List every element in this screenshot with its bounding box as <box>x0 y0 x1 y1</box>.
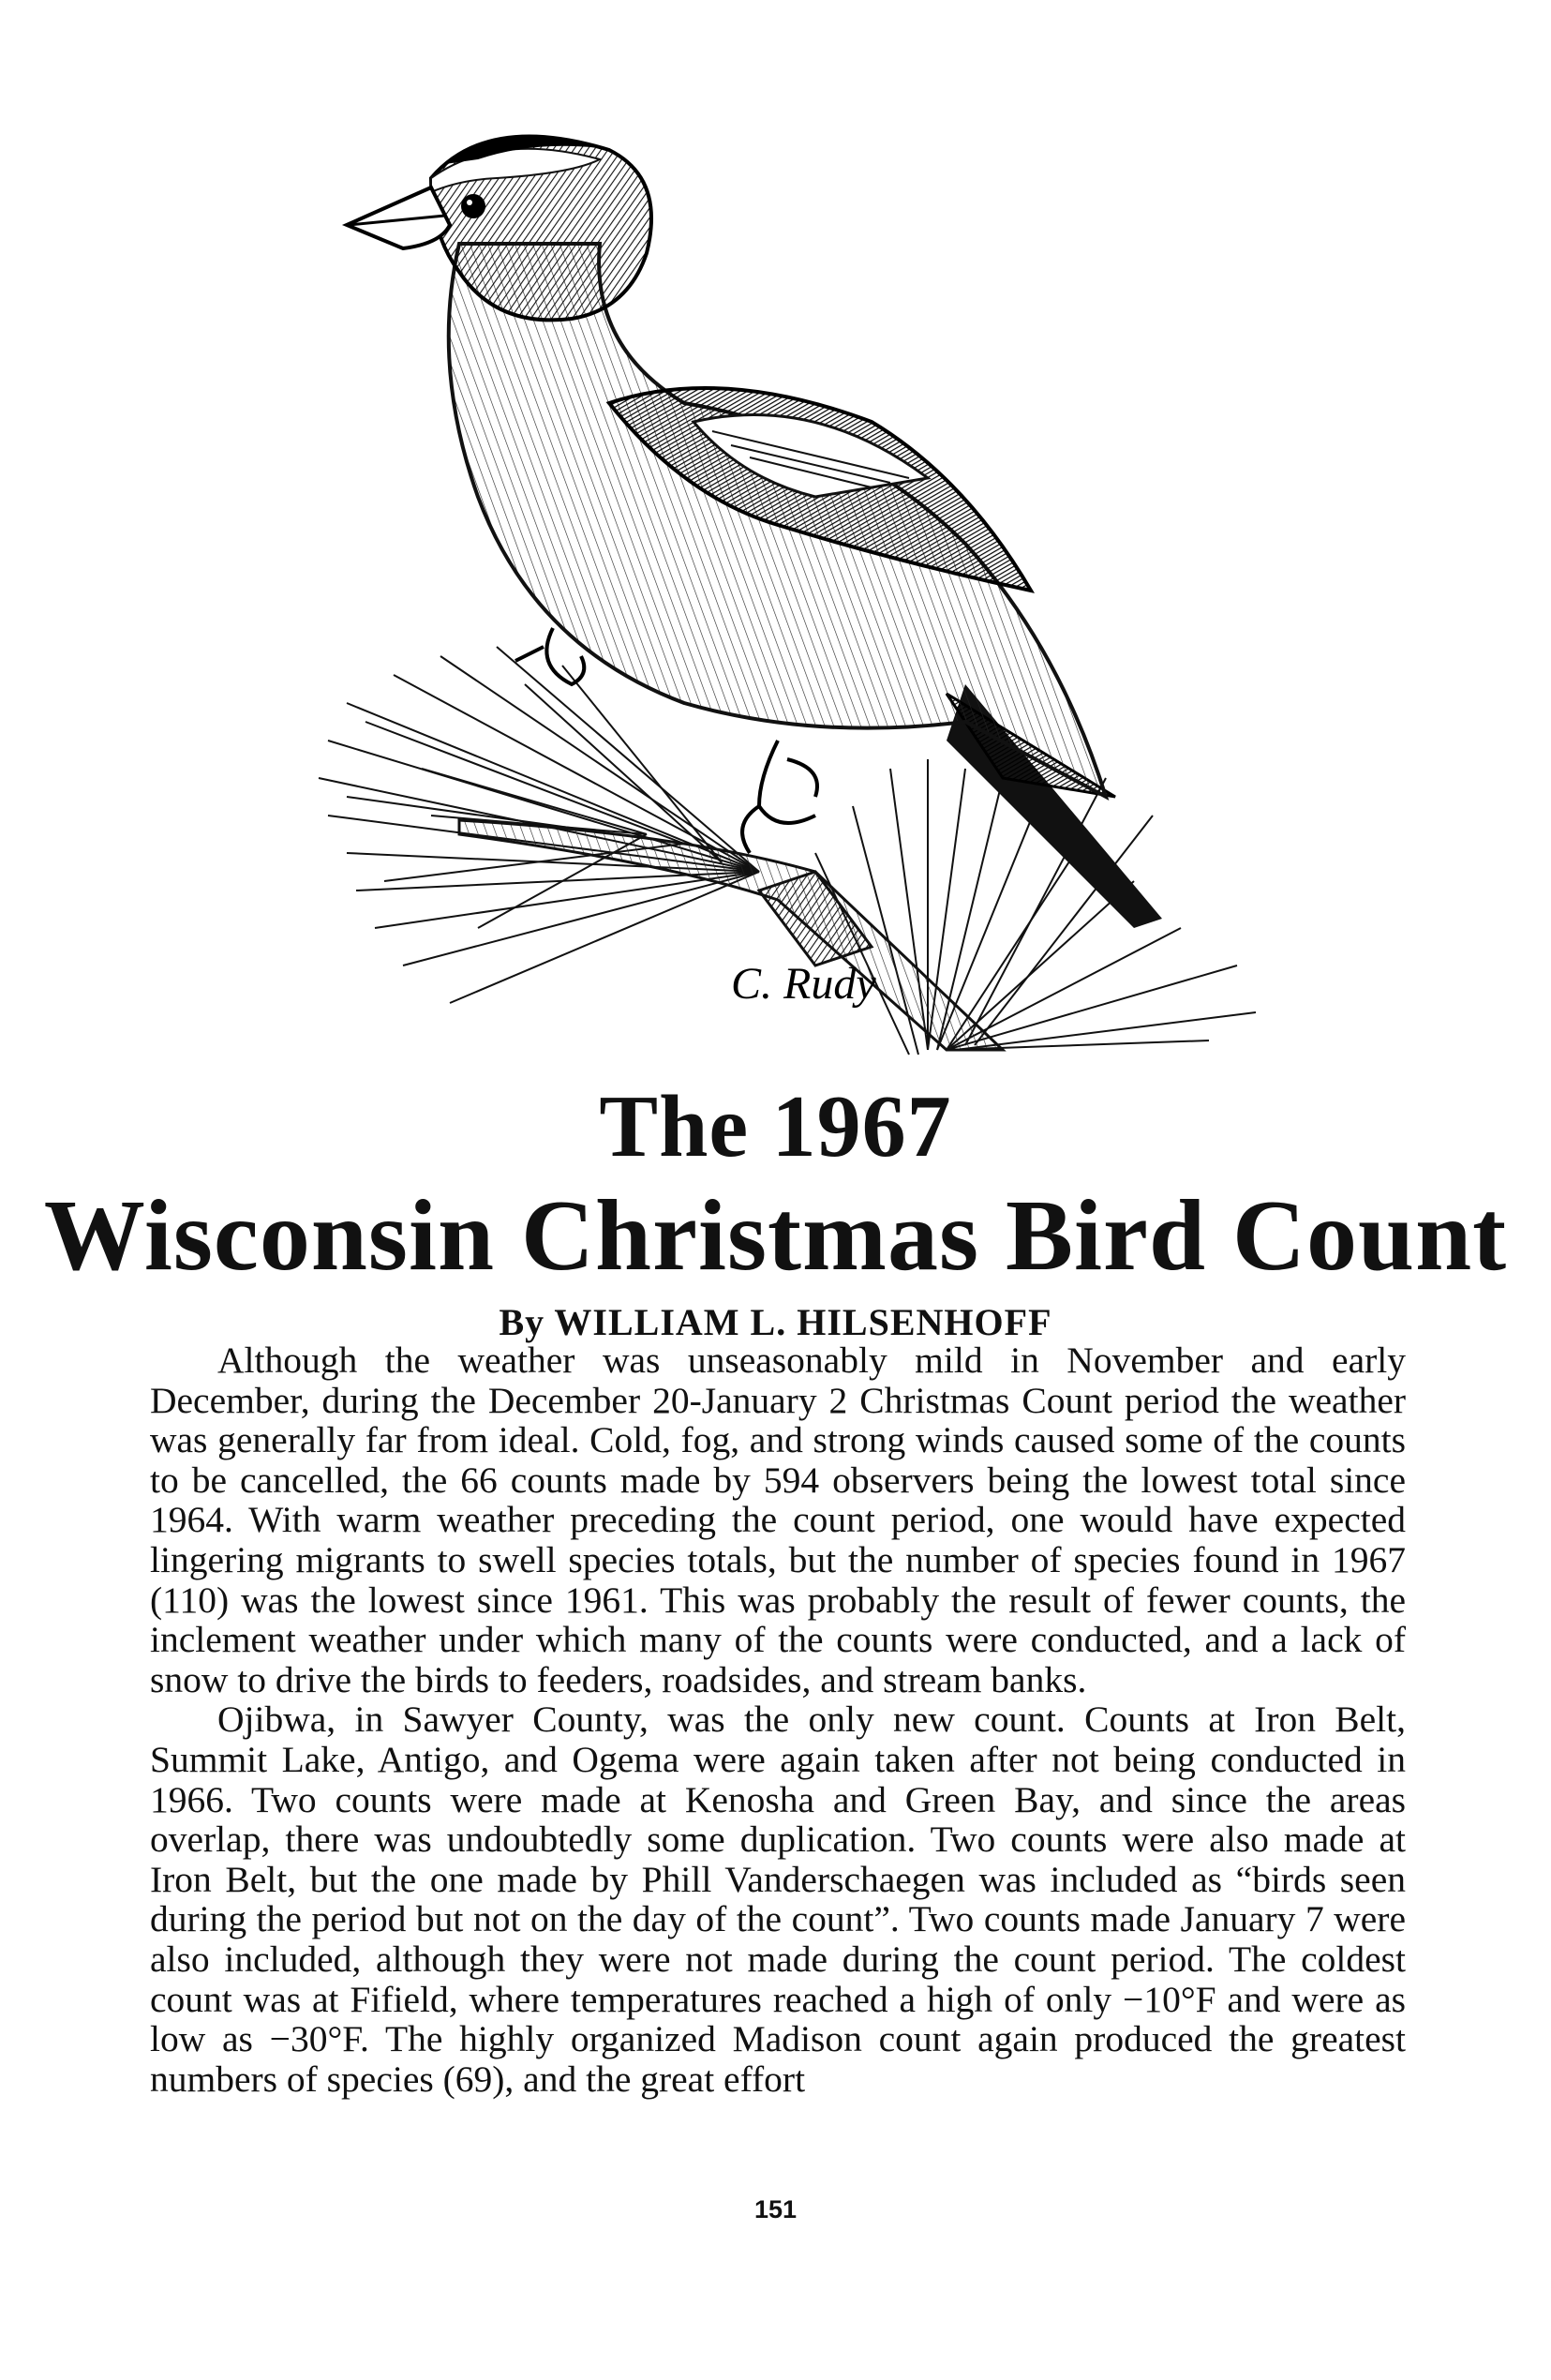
page-number: 151 <box>753 2195 798 2223</box>
branch <box>459 820 1003 1050</box>
paragraph: Although the weather was unseasonably mild in November and early December, during the December 20-January 2 Christmas Count period the weather was generally far from ideal. Cold, fog, and strong winds caused some of the counts to be cancelled, the 66 counts made by 594 observers being the lowest total since 1964. With warm weather preceding the count period, one would have expected lingering migrants to swell species totals, but the number of species found in 1967 (110) was the lowest since 1961. This was probably the result of fewer counts, the inclement weather under which many of the counts were conducted, and a lack of snow to drive the birds to feeders, roadsides, and stream banks. <box>150 1340 1406 1700</box>
paragraph: Ojibwa, in Sawyer County, was the only new count. Counts at Iron Belt, Summit Lake, Antigo, and Ogema were again taken after not being conducted in 1966. Two counts were made at Kenosha and Green Bay, and since the areas overlap, there was undoubtedly some duplication. Two counts were also made at Iron Belt, but the one made by Phill Vanderschaegen was included as “birds seen during the period but not on the day of the count”. Two counts made January 7 were also included, although they were not made during the count period. The coldest count was at Fifield, where temperatures reached a high of only −10°F and were as low as −30°F. The highly organized Madison count again produced the greatest numbers of species (69), and the great effort <box>150 1699 1406 2100</box>
article-body <box>150 1340 1406 2099</box>
title-line-2: Wisconsin Christmas Bird Count <box>43 1180 1508 1292</box>
bird-illustration <box>291 122 1303 1069</box>
grosbeak-on-pine-branch-drawing <box>291 122 1303 1069</box>
article-title <box>0 1078 1551 1344</box>
title-line-1: The 1967 <box>599 1078 952 1175</box>
author-byline: By WILLIAM L. HILSENHOFF <box>499 1301 1052 1343</box>
artist-signature: C. Rudy <box>731 959 876 1009</box>
bird-eye <box>461 194 485 218</box>
